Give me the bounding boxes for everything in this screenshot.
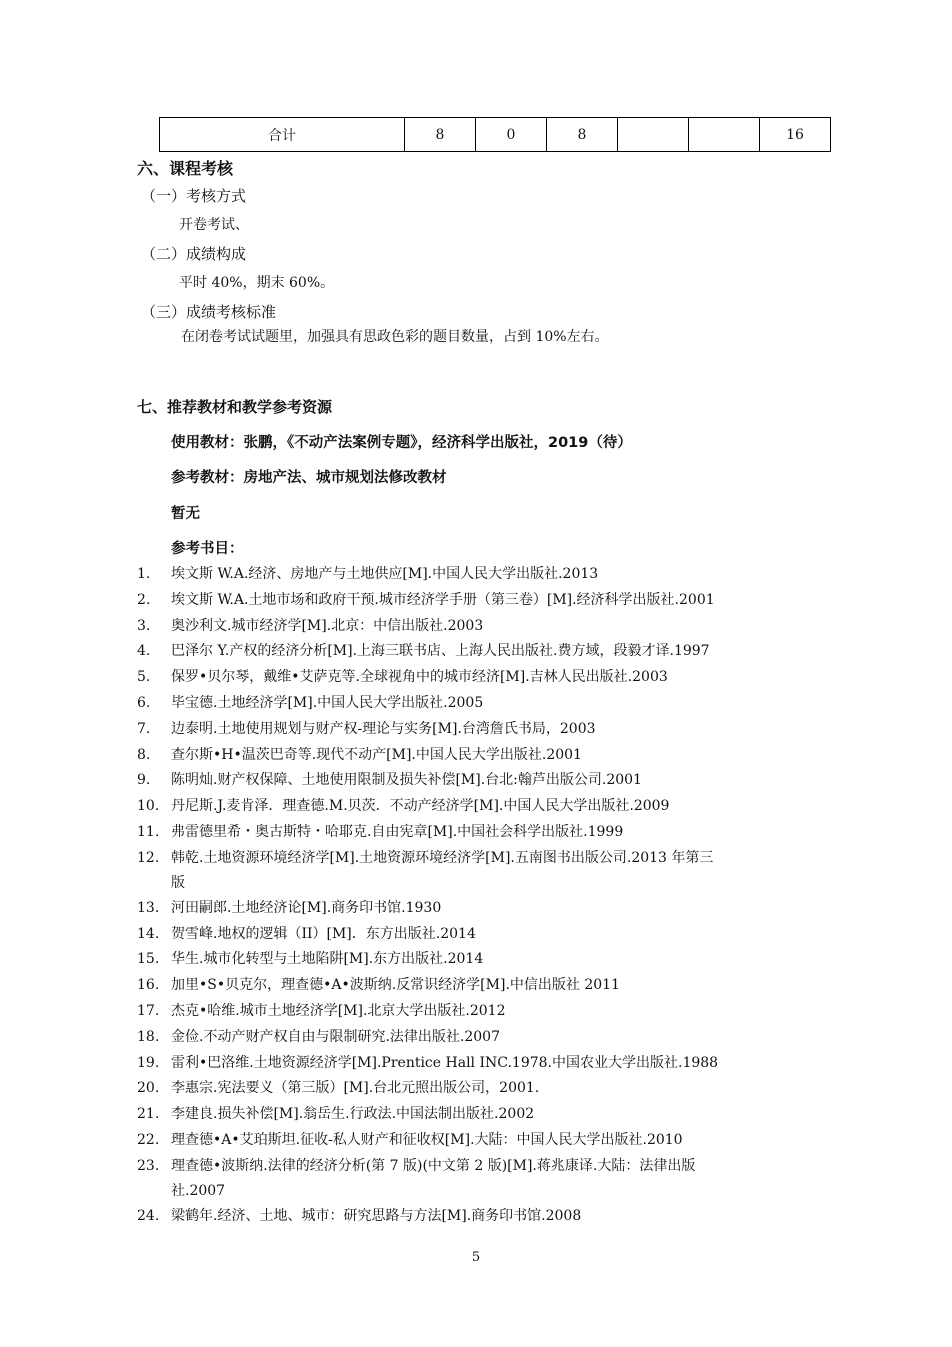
reference-number: 19. [137,1054,160,1071]
reference-number: 6. [137,695,151,711]
reference-number: 23. [137,1157,160,1174]
reference-number: 15. [137,951,160,968]
reference-text: 奥沙利文.城市经济学[M].北京：中信出版社.2003 [171,617,484,634]
summary-label: 合计 [160,118,405,152]
reference-number: 11. [137,824,160,840]
grading-standard-title: （三）成绩考核标准 [141,303,277,321]
summary-cell: 0 [476,118,547,152]
booklist-title: 参考书目： [171,541,244,557]
reference-number: 4. [137,643,151,660]
reference-text: 贺雪峰.地权的逻辑（II）[M]．东方出版社.2014 [171,925,476,942]
reference-number: 14. [137,925,160,942]
reference-number: 9. [137,772,151,789]
reference-text: 毕宝德.土地经济学[M].中国人民大学出版社.2005 [171,695,484,711]
reference-text: 丹尼斯.J.麦肯泽．理查德.M.贝茨．不动产经济学[M].中国人民大学出版社.2009 [171,798,670,815]
reference-number: 1. [137,566,151,582]
reference-text-continued: 版 [171,874,185,891]
reference-number: 16. [137,977,160,994]
reference-text: 雷利•巴洛维.土地资源经济学[M].Prentice Hall INC.1978.中国农业大学出版社.1988 [171,1054,719,1071]
summary-cell: 8 [547,118,618,152]
grade-composition-body: 平时 40%，期末 60%。 [179,275,335,291]
reference-text: 河田嗣郎.土地经济论[M].商务印书馆.1930 [171,899,442,916]
reference-text: 巴泽尔 Y.产权的经济分析[M].上海三联书店、上海人民出版社.费方域，段毅才译.1997 [171,643,710,660]
reference-text: 杰克•哈维.城市土地经济学[M].北京大学出版社.2012 [171,1003,506,1019]
summary-cell: 16 [760,118,831,152]
summary-table [159,117,831,152]
reference-text: 梁鹤年.经济、土地、城市：研究思路与方法[M].商务印书馆.2008 [171,1207,582,1224]
reference-number: 17. [137,1003,160,1019]
reference-text: 李建良.损失补偿[M].翁岳生.行政法.中国法制出版社.2002 [171,1106,535,1123]
reference-number: 10. [137,798,160,815]
reference-number: 24. [137,1207,160,1224]
section7-heading: 七、推荐教材和教学参考资源 [137,398,333,416]
reference-text: 查尔斯•H•温茨巴奇等.现代不动产[M].中国人民大学出版社.2001 [171,746,582,763]
reference-text: 埃文斯 W.A.土地市场和政府干预.城市经济学手册（第三卷）[M].经济科学出版社.2001 [171,591,715,608]
reference-text: 保罗•贝尔琴，戴维•艾萨克等.全球视角中的城市经济[M].吉林人民出版社.2003 [171,669,668,686]
reference-text: 理查德•A•艾珀斯坦.征收-私人财产和征收权[M].大陆：中国人民大学出版社.2010 [171,1132,683,1148]
grading-standard-body: 在闭卷考试试题里，加强具有思政色彩的题目数量，占到 10%左右。 [181,329,609,345]
reference-item [0,1154,952,1204]
summary-cell [689,118,760,152]
reference-textbook-line: 参考教材：房地产法、城市规划法修改教材 [171,470,447,486]
reference-text: 陈明灿.财产权保障、土地使用限制及损失补偿[M].台北:翰芦出版公司.2001 [171,772,642,789]
reference-number: 5. [137,669,151,686]
summary-cell: 8 [405,118,476,152]
reference-text-continued: 社.2007 [171,1182,226,1199]
reference-number: 21. [137,1106,160,1123]
reference-text: 弗雷德里希・奥古斯特・哈耶克.自由宪章[M].中国社会科学出版社.1999 [171,824,624,840]
none-line: 暂无 [171,506,200,522]
reference-number: 7. [137,720,151,737]
assessment-method-title: （一）考核方式 [141,187,247,205]
reference-text: 加里•S•贝克尔，理查德•A•波斯纳.反常识经济学[M].中信出版社 2011 [171,977,620,994]
reference-number: 8. [137,746,151,763]
reference-text: 韩乾.土地资源环境经济学[M].土地资源环境经济学[M].五南图书出版公司.2013 年第三 [171,849,714,866]
reference-number: 18. [137,1028,160,1045]
summary-cell [618,118,689,152]
reference-number: 13. [137,899,160,916]
reference-text: 华生.城市化转型与土地陷阱[M].东方出版社.2014 [171,951,484,968]
reference-number: 22. [137,1132,160,1148]
section6-heading: 六、课程考核 [137,159,234,178]
textbook-line: 使用教材：张鹏，《不动产法案例专题》，经济科学出版社，2019（待） [171,435,632,451]
reference-number: 3. [137,617,151,634]
reference-text: 埃文斯 W.A.经济、房地产与土地供应[M].中国人民大学出版社.2013 [171,566,599,582]
reference-item [0,846,952,896]
reference-text: 李惠宗.宪法要义（第三版）[M].台北元照出版公司，2001. [171,1080,540,1097]
summary-row [160,118,831,152]
reference-text: 金俭.不动产财产权自由与限制研究.法律出版社.2007 [171,1028,500,1045]
reference-text: 边泰明.土地使用规划与财产权-理论与实务[M].台湾詹氏书局，2003 [171,720,596,737]
reference-number: 2. [137,591,151,608]
reference-text: 理查德•波斯纳.法律的经济分析(第 7 版)(中文第 2 版)[M].蒋兆康译.大陆：法律出版 [171,1157,696,1174]
grade-composition-title: （二）成绩构成 [141,245,247,263]
page-number: 5 [471,1250,481,1265]
reference-number: 12. [137,849,160,866]
reference-number: 20. [137,1080,160,1097]
assessment-method-body: 开卷考试、 [179,217,249,233]
